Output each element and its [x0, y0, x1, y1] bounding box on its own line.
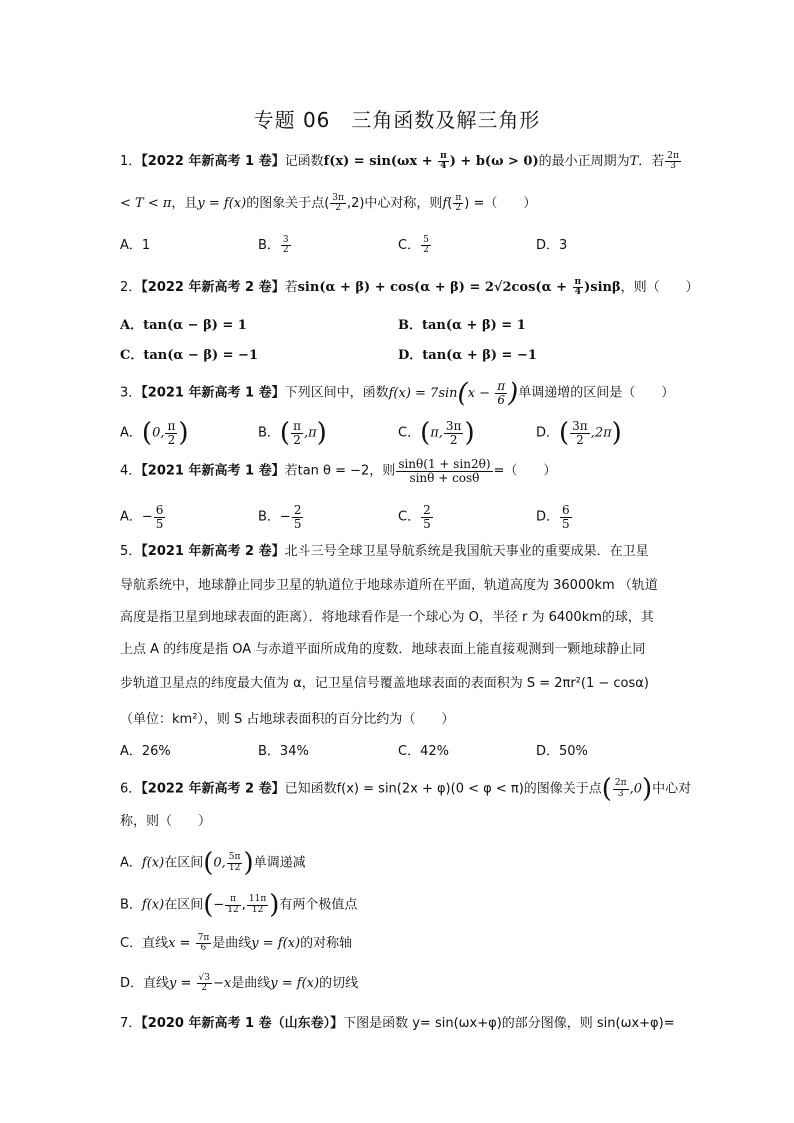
option-b[interactable]: B．( $\frac{\pi}{2}$ ,π) — [258, 418, 327, 448]
option-c[interactable]: C．42% — [398, 744, 449, 759]
equation: sin(α + β) + cos(α + β) = 2√2cos(α + $\frac{\pi}{4}$ )sinβ — [297, 276, 621, 297]
option-c[interactable]: C．(π, $\frac{3\pi}{2}$ ) — [398, 418, 475, 448]
option-d[interactable]: D．50% — [536, 744, 588, 759]
option-d[interactable]: D．直线y = $\frac{√3}{2}$ −x是曲线y = f(x)的切线 — [120, 972, 359, 993]
function-expression: f(x) = 7sin(x − $\frac{\pi}{6}$ ) — [388, 378, 519, 408]
option-d[interactable]: D．( $\frac{3\pi}{2}$ ,2π) — [536, 418, 622, 448]
option-b[interactable]: B．f(x)在区间(− $\frac{\pi}{12}$ , $\frac{11\pi}{12}$ )有两个极值点 — [120, 890, 358, 920]
question-2-line-1: 2．【2022 年新高考 2 卷】若sin(α + β) + cos(α + β) = 2√2cos(α + $\frac{\pi}{4}$ )sinβ，则（ ） — [120, 276, 699, 297]
option-a[interactable]: A．(0, $\frac{\pi}{2}$ ) — [120, 418, 189, 448]
question-5-line-6: （单位：km²），则 S 占地球表面积的百分比约为（ ） — [120, 712, 455, 727]
question-4-line-1: 4．【2021 年新高考 1 卷】若tan θ = −2，则 $\frac{\sin\theta(1 + \sin 2\theta)}{\sin\theta + \cos\theta}$ =（ ） — [120, 457, 557, 485]
condition-text: < T < π — [120, 196, 172, 211]
fraction-expression: $\frac{\sin\theta(1 + \sin 2\theta)}{\sin\theta + \cos\theta}$ — [398, 457, 491, 485]
question-7-line-1: 7．【2020 年新高考 1 卷（山东卷）】下图是函数 y= sin(ωx+φ)的部分图像，则 sin(ωx+φ)= — [120, 1016, 675, 1031]
option-b[interactable]: B．tan(α + β) = 1 — [398, 318, 526, 333]
option-a[interactable]: A．f(x)在区间(0, $\frac{5\pi}{12}$ )单调递减 — [120, 848, 306, 878]
option-c[interactable]: C． $\frac{2}{5}$ — [398, 503, 431, 531]
option-a[interactable]: A．1 — [120, 238, 151, 253]
question-number: 1． — [120, 154, 142, 169]
option-c[interactable]: C． $\frac{5}{2}$ — [398, 234, 429, 255]
option-d[interactable]: D．3 — [536, 238, 568, 253]
question-5-line-5: 步轨道卫星点的纬度最大值为 α，记卫星信号覆盖地球表面的表面积为 S = 2πr²(1 − cosα) — [120, 676, 649, 691]
question-6-line-2: 称，则（ ） — [120, 814, 212, 829]
question-6-line-1: 6．【2022 年新高考 2 卷】已知函数f(x) = sin(2x + φ)(0 < φ < π)的图像关于点( $\frac{2\pi}{3}$ ,0)中心对 — [120, 774, 692, 804]
option-b[interactable]: B． $\frac{3}{2}$ — [258, 234, 289, 255]
function-expression: f(x) = sin(ωx + $\frac{\pi}{4}$ ) + b(ω > 0) — [323, 150, 539, 171]
option-a[interactable]: A．26% — [120, 744, 171, 759]
question-1-line-2: < T < π，且y = f(x)的图象关于点( $\frac{3\pi}{2}$ ,2)中心对称，则f( $\frac{\pi}{2}$ ) =（ ） — [120, 192, 537, 213]
condition-text: 若tan θ = −2，则 — [284, 463, 396, 479]
option-a[interactable]: A．tan(α − β) = 1 — [120, 318, 247, 333]
fraction-2pi-3: $\frac{2\pi}{3}$ — [667, 150, 679, 171]
question-3-line-1: 3．【2021 年新高考 1 卷】下列区间中，函数f(x) = 7sin(x − $\frac{\pi}{6}$ )单调递增的区间是（ ） — [120, 378, 675, 408]
question-1-line-1: 1．【2022 年新高考 1 卷】记函数f(x) = sin(ωx + $\frac{\pi}{4}$ ) + b(ω > 0)的最小正周期为T．若 $\frac{2\pi}{3}$ — [120, 150, 679, 171]
question-5-line-3: 高度是指卫星到地球表面的距离）．将地球看作是一个球心为 O，半径 r 为 6400km的球，其 — [120, 610, 654, 625]
option-d[interactable]: D． $\frac{6}{5}$ — [536, 503, 570, 531]
question-5-line-2: 导航系统中，地球静止同步卫星的轨道位于地球赤道所在平面，轨道高度为 36000km （轨道 — [120, 578, 658, 593]
option-b[interactable]: B．− $\frac{2}{5}$ — [258, 503, 302, 531]
option-b[interactable]: B．34% — [258, 744, 309, 759]
option-c[interactable]: C．tan(α − β) = −1 — [120, 348, 258, 363]
option-d[interactable]: D．tan(α + β) = −1 — [398, 348, 537, 363]
question-source: 【2022 年新高考 1 卷】 — [141, 154, 285, 169]
page-title: 专题 06 三角函数及解三角形 — [253, 108, 541, 132]
fraction-2pi-3: $\frac{2\pi}{3}$ — [614, 778, 627, 799]
question-5-line-1: 5．【2021 年新高考 2 卷】北斗三号全球卫星导航系统是我国航天事业的重要成果．在卫星 — [120, 544, 649, 559]
question-5-line-4: 上点 A 的纬度是指 OA 与赤道平面所成角的度数．地球表面上能直接观测到一颗地球静止同 — [120, 642, 646, 657]
option-a[interactable]: A．− $\frac{6}{5}$ — [120, 503, 164, 531]
option-c[interactable]: C．直线x = $\frac{7\pi}{6}$ 是曲线y = f(x)的对称轴 — [120, 932, 353, 953]
